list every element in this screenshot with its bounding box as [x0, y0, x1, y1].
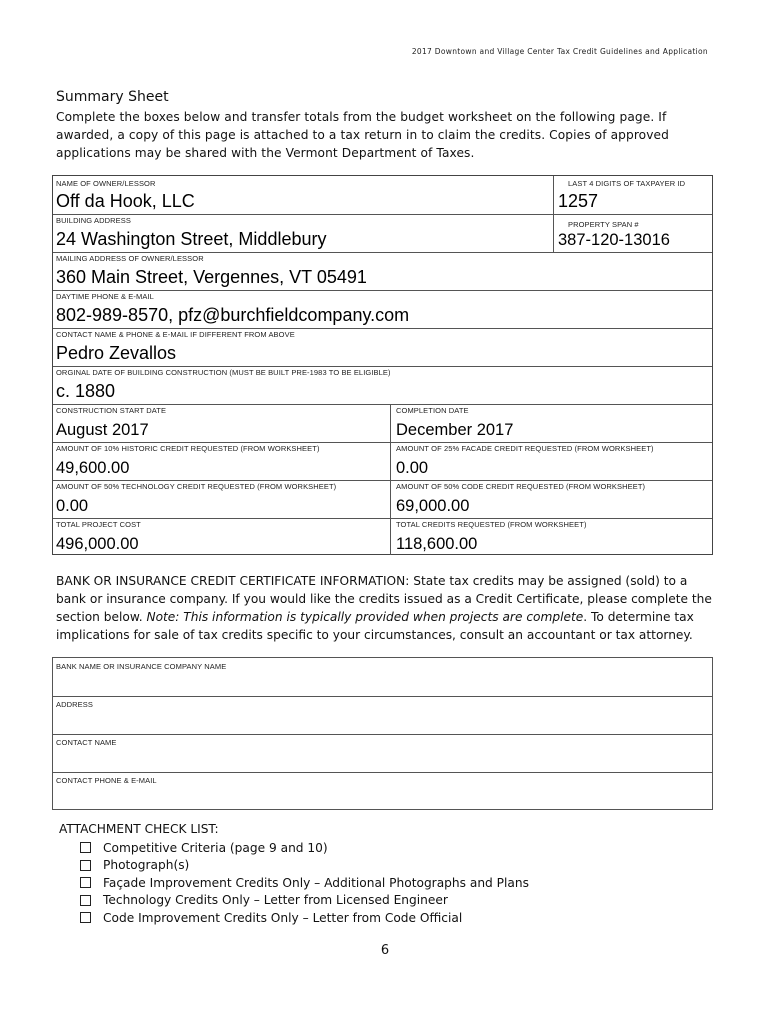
original-date-field[interactable]: c. 1880: [56, 381, 116, 401]
building-address-field[interactable]: 24 Washington Street, Middlebury: [56, 229, 327, 249]
bank-name-label: BANK NAME OR INSURANCE COMPANY NAME: [56, 662, 227, 671]
start-date-label: CONSTRUCTION START DATE: [56, 406, 167, 415]
bank-contact-label: CONTACT NAME: [56, 738, 117, 747]
contact-label: CONTACT NAME & PHONE & E-MAIL IF DIFFERENT FROM ABOVE: [56, 330, 295, 339]
bank-form: [52, 657, 713, 810]
checklist-item[interactable]: [59, 857, 529, 875]
checkbox[interactable]: [80, 842, 91, 853]
contact-field[interactable]: Pedro Zevallos: [56, 343, 177, 363]
bank-address-field[interactable]: [53, 710, 712, 734]
code-credit-field[interactable]: 69,000.00: [396, 497, 470, 515]
checklist-item-label: Code Improvement Credits Only – Letter from Code Official: [103, 910, 463, 925]
checkbox[interactable]: [80, 912, 91, 923]
checklist-item-label: Competitive Criteria (page 9 and 10): [103, 840, 328, 855]
facade-credit-label: AMOUNT OF 25% FACADE CREDIT REQUESTED (FROM WORKSHEET): [396, 444, 654, 453]
start-date-field[interactable]: August 2017: [56, 421, 149, 439]
facade-credit-field[interactable]: 0.00: [396, 459, 429, 477]
phone-email-field[interactable]: 802-989-8570, pfz@burchfieldcompany.com: [56, 305, 410, 325]
summary-form: [52, 175, 713, 555]
checklist-item[interactable]: [59, 892, 529, 910]
historic-credit-label: AMOUNT OF 10% HISTORIC CREDIT REQUESTED (FROM WORKSHEET): [56, 444, 320, 453]
bank-info-note: Note: This information is typically provided when projects are complete: [146, 610, 584, 624]
checklist-item[interactable]: [59, 839, 529, 857]
taxpayer-id-field[interactable]: 1257: [558, 191, 599, 211]
mailing-address-field[interactable]: 360 Main Street, Vergennes, VT 05491: [56, 267, 367, 287]
completion-date-field[interactable]: December 2017: [396, 421, 514, 439]
checklist-item-label: Façade Improvement Credits Only – Additional Photographs and Plans: [103, 875, 529, 890]
bank-info-text: BANK OR INSURANCE CREDIT CERTIFICATE INFORMATION: State tax credits may be assigned (sold) to a bank or insurance company. If you would like the credits issued as a Credit Certificate, please complete the section below.: [56, 574, 712, 624]
summary-intro: Complete the boxes below and transfer totals from the budget worksheet on the following page. If awarded, a copy of this page is attached to a tax return in to claim the credits. Copies of approved applications may be shared with the Vermont Department of Taxes.: [56, 110, 669, 160]
summary-title: Summary Sheet: [56, 89, 169, 105]
technology-credit-label: AMOUNT OF 50% TECHNOLOGY CREDIT REQUESTED (FROM WORKSHEET): [56, 482, 337, 491]
historic-credit-field[interactable]: 49,600.00: [56, 459, 130, 477]
checklist-item[interactable]: [59, 909, 529, 927]
total-credits-label: TOTAL CREDITS REQUESTED (FROM WORKSHEET): [396, 520, 587, 529]
original-date-label: ORGINAL DATE OF BUILDING CONSTRUCTION (MUST BE BUILT PRE-1983 TO BE ELIGIBLE): [56, 368, 391, 377]
attachment-checklist: [59, 822, 529, 927]
checklist-title: ATTACHMENT CHECK LIST:: [59, 822, 219, 836]
technology-credit-field[interactable]: 0.00: [56, 497, 89, 515]
running-header: 2017 Downtown and Village Center Tax Credit Guidelines and Application: [411, 47, 708, 56]
total-credits-field[interactable]: 118,600.00: [396, 535, 478, 553]
owner-label: NAME OF OWNER/LESSOR: [56, 179, 156, 188]
total-cost-field[interactable]: 496,000.00: [56, 535, 139, 553]
phone-email-label: DAYTIME PHONE & E-MAIL: [56, 292, 154, 301]
building-address-label: BUILDING ADDRESS: [56, 216, 131, 225]
checklist-item-label: Technology Credits Only – Letter from Licensed Engineer: [103, 893, 448, 908]
owner-field[interactable]: Off da Hook, LLC: [56, 191, 195, 211]
page-number: 6: [380, 943, 390, 958]
mailing-address-label: MAILING ADDRESS OF OWNER/LESSOR: [56, 254, 204, 263]
bank-info-paragraph: [56, 572, 716, 644]
bank-info-text-end: . To determine tax implications for sale of tax credits specific to your circumstances, consult an accountant or tax attorney.: [56, 610, 694, 642]
checklist-item-label: Photograph(s): [103, 858, 190, 873]
property-span-label: PROPERTY SPAN #: [568, 220, 639, 229]
code-credit-label: AMOUNT OF 50% CODE CREDIT REQUESTED (FROM WORKSHEET): [396, 482, 646, 491]
bank-phone-label: CONTACT PHONE & E-MAIL: [56, 776, 157, 785]
bank-contact-field[interactable]: [53, 748, 712, 772]
checkbox[interactable]: [80, 895, 91, 906]
bank-address-label: ADDRESS: [56, 700, 93, 709]
checklist-item[interactable]: [59, 874, 529, 892]
total-cost-label: TOTAL PROJECT COST: [56, 520, 141, 529]
taxpayer-id-label: LAST 4 DIGITS OF TAXPAYER ID: [568, 179, 686, 188]
bank-name-field[interactable]: [53, 672, 712, 696]
completion-date-label: COMPLETION DATE: [396, 406, 469, 415]
checkbox[interactable]: [80, 877, 91, 888]
property-span-field[interactable]: 387-120-13016: [558, 231, 670, 249]
bank-phone-field[interactable]: [53, 786, 712, 810]
checkbox[interactable]: [80, 860, 91, 871]
